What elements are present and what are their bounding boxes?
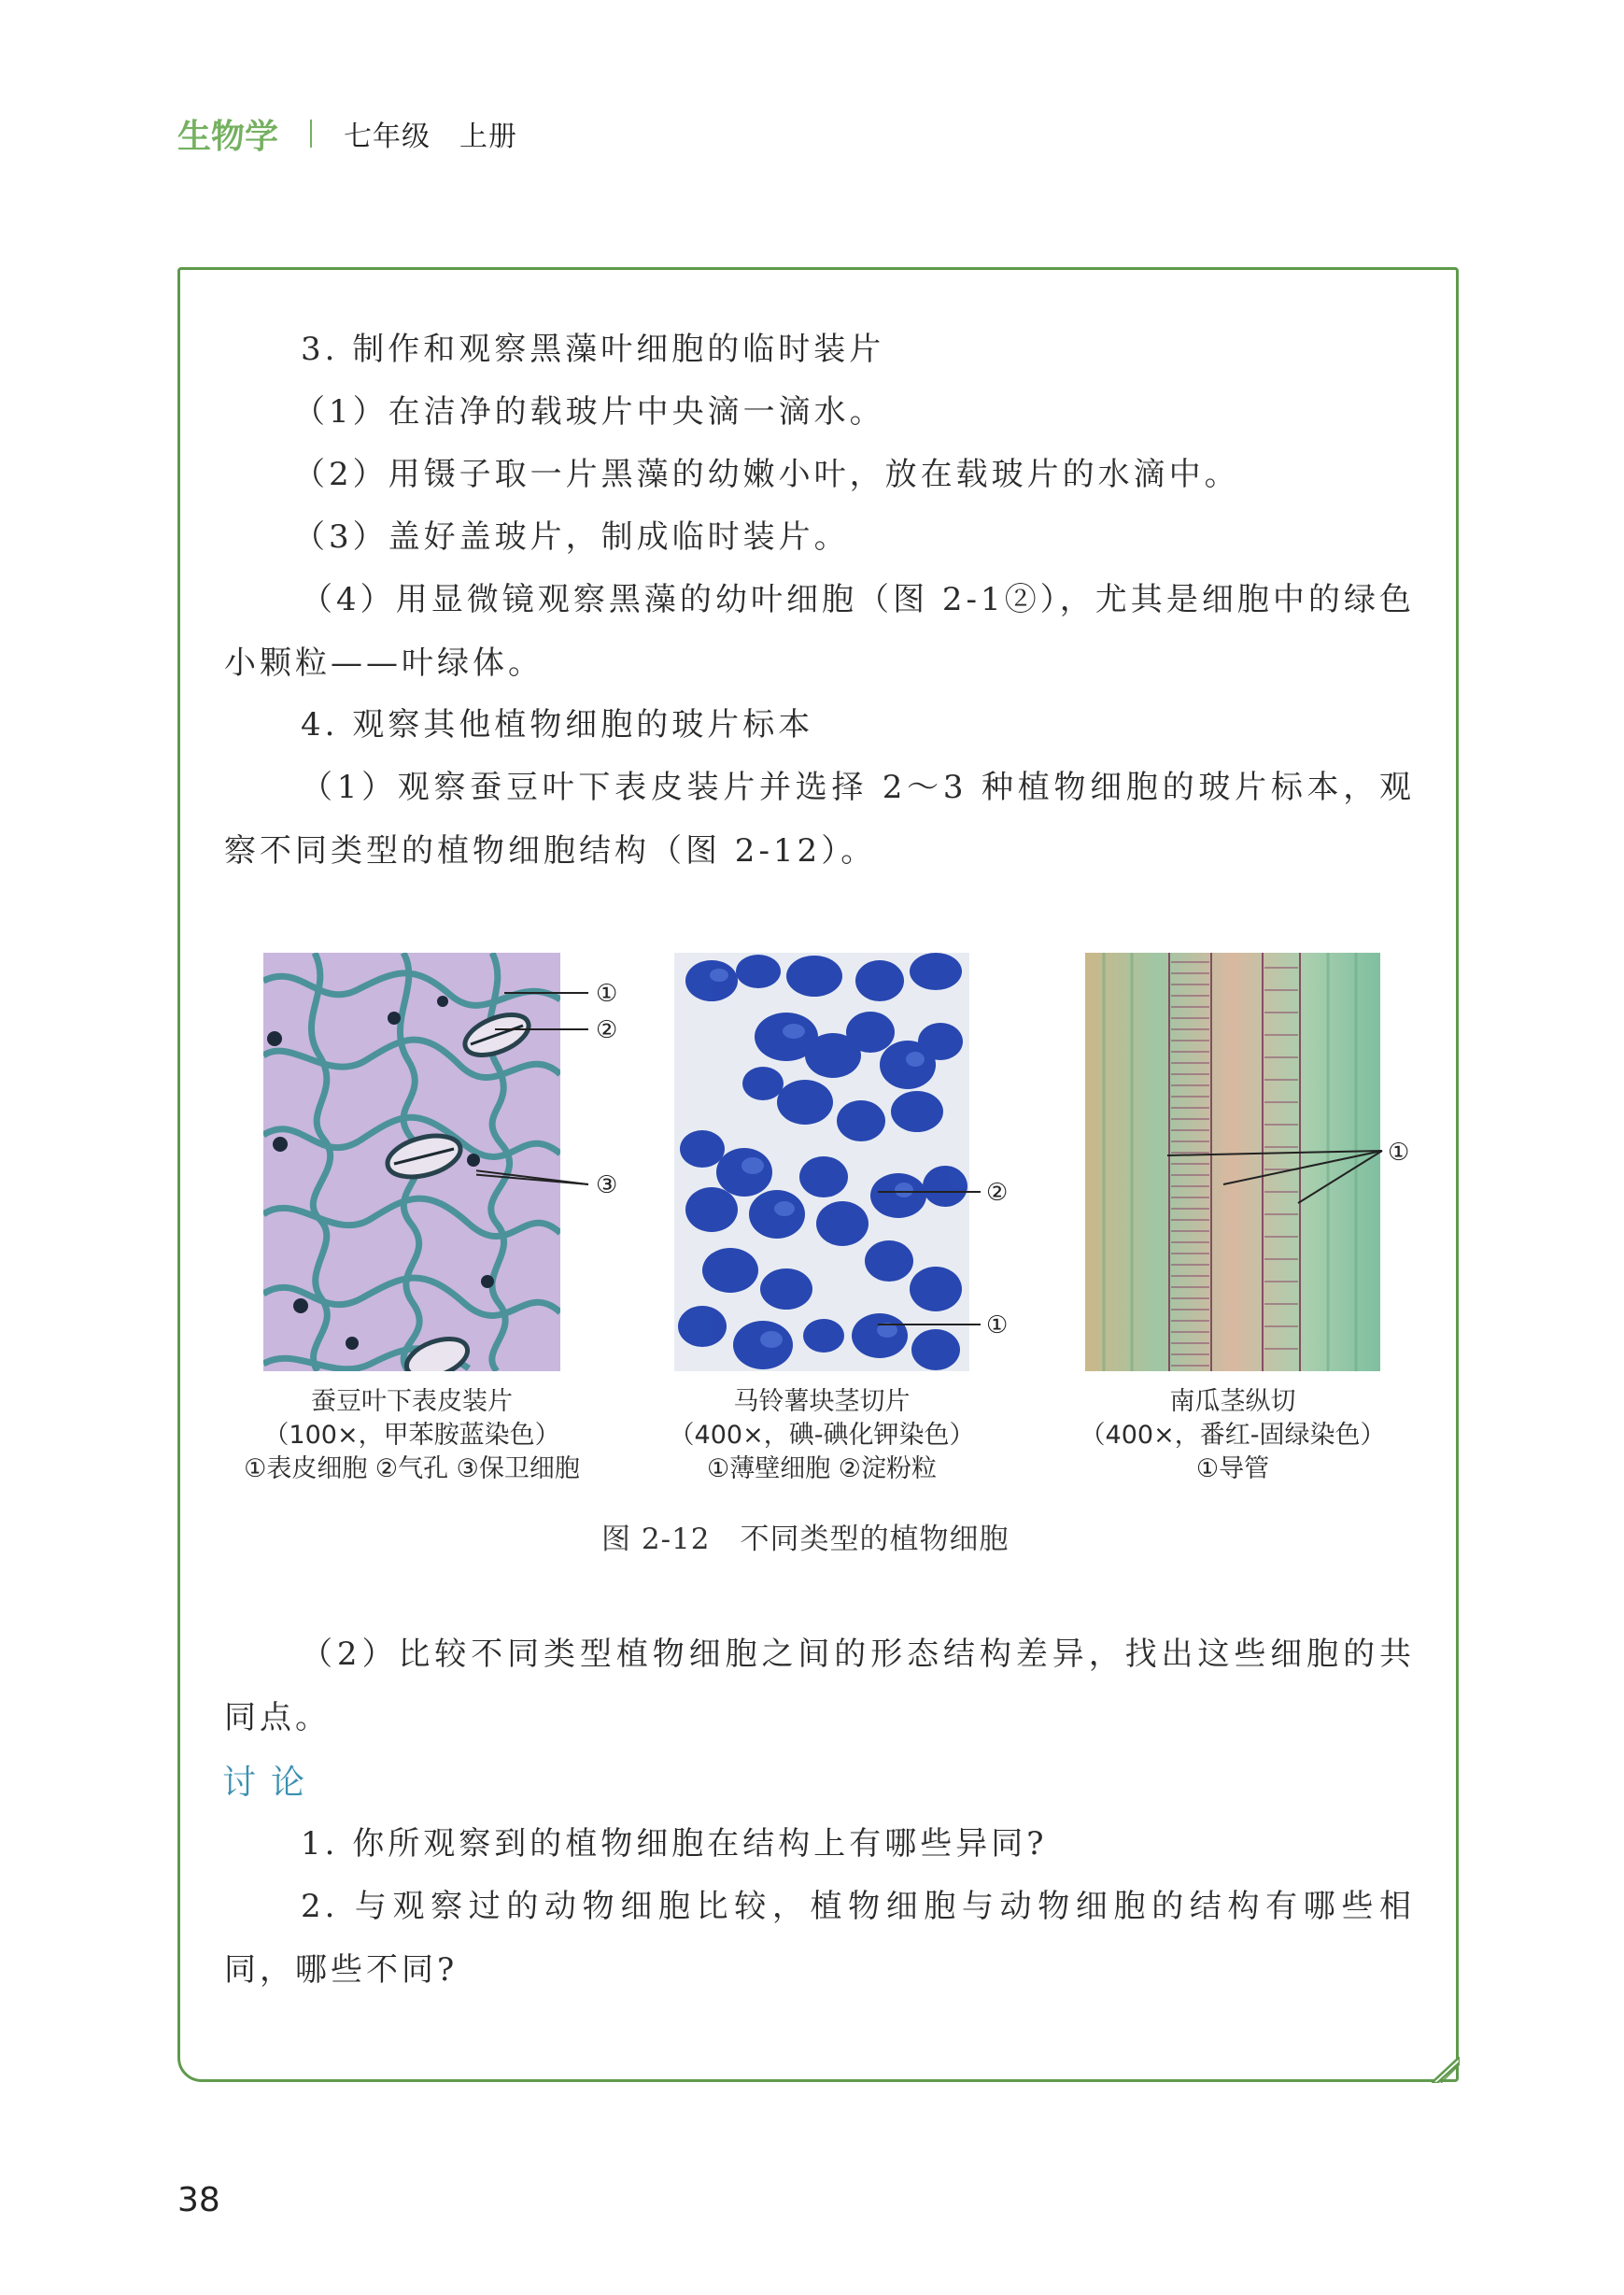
pumpkin-caption-1: 南瓜茎纵切 [1169, 1387, 1296, 1416]
potato-callouts [878, 1168, 1046, 1354]
section-4-title: 4. 观察其他植物细胞的玻片标本 [301, 706, 814, 744]
step-4-2: （2）比较不同类型植物细胞之间的形态结构差异，找出这些细胞的共同点。 [224, 1636, 1415, 1736]
epidermis-label-1: ① [596, 980, 618, 1008]
header-divider [310, 120, 312, 148]
grade-label: 七年级 上册 [344, 120, 518, 153]
step-3-1: （1）在洁净的载玻片中央滴一滴水。 [293, 393, 885, 431]
potato-caption-2: （400×，碘-碘化钾染色） [669, 1421, 975, 1450]
epidermis-caption-2: （100×，甲苯胺蓝染色） [263, 1421, 560, 1450]
subject-title: 生物学 [177, 117, 279, 156]
step-3-3: （3）盖好盖玻片，制成临时装片。 [293, 518, 850, 556]
step-4-1: （1）观察蚕豆叶下表皮装片并选择 2～3 种植物细胞的玻片标本，观察不同类型的植物细胞结构（图 2-12）。 [224, 769, 1415, 870]
discussion-heading: 讨论 [222, 1764, 320, 1802]
potato-caption-1: 马铃薯块茎切片 [733, 1387, 911, 1416]
epidermis-label-3: ③ [596, 1171, 618, 1199]
pumpkin-caption-2: （400×，番红-固绿染色） [1080, 1421, 1386, 1450]
discussion-question-1: 1. 你所观察到的植物细胞在结构上有哪些异同? [301, 1825, 1048, 1863]
pumpkin-caption-3: ①导管 [1195, 1454, 1270, 1483]
figure-title: 图 2-12 不同类型的植物细胞 [601, 1523, 1010, 1556]
potato-caption-3: ①薄壁细胞 ②淀粉粒 [707, 1454, 937, 1483]
epidermis-caption-3: ①表皮细胞 ②气孔 ③保卫细胞 [244, 1454, 580, 1483]
epidermis-callouts [476, 971, 663, 1205]
pumpkin-label-1: ① [1388, 1139, 1410, 1167]
discussion-question-2: 2. 与观察过的动物细胞比较，植物细胞与动物细胞的结构有哪些相同，哪些不同? [224, 1888, 1415, 1989]
pumpkin-callouts [1158, 1130, 1438, 1242]
page-number: 38 [177, 2181, 220, 2219]
running-header [177, 110, 517, 157]
potato-label-2: ② [986, 1179, 1009, 1207]
epidermis-caption-1: 蚕豆叶下表皮装片 [311, 1387, 513, 1416]
page-fold-corner [1432, 2057, 1460, 2083]
section-3-title: 3. 制作和观察黑藻叶细胞的临时装片 [301, 331, 885, 368]
epidermis-label-2: ② [596, 1016, 618, 1044]
step-3-4: （4）用显微镜观察黑藻的幼叶细胞（图 2-1②），尤其是细胞中的绿色小颗粒——叶绿体。 [224, 581, 1415, 682]
step-3-2: （2）用镊子取一片黑藻的幼嫩小叶，放在载玻片的水滴中。 [293, 456, 1240, 493]
potato-label-1: ① [986, 1311, 1009, 1339]
